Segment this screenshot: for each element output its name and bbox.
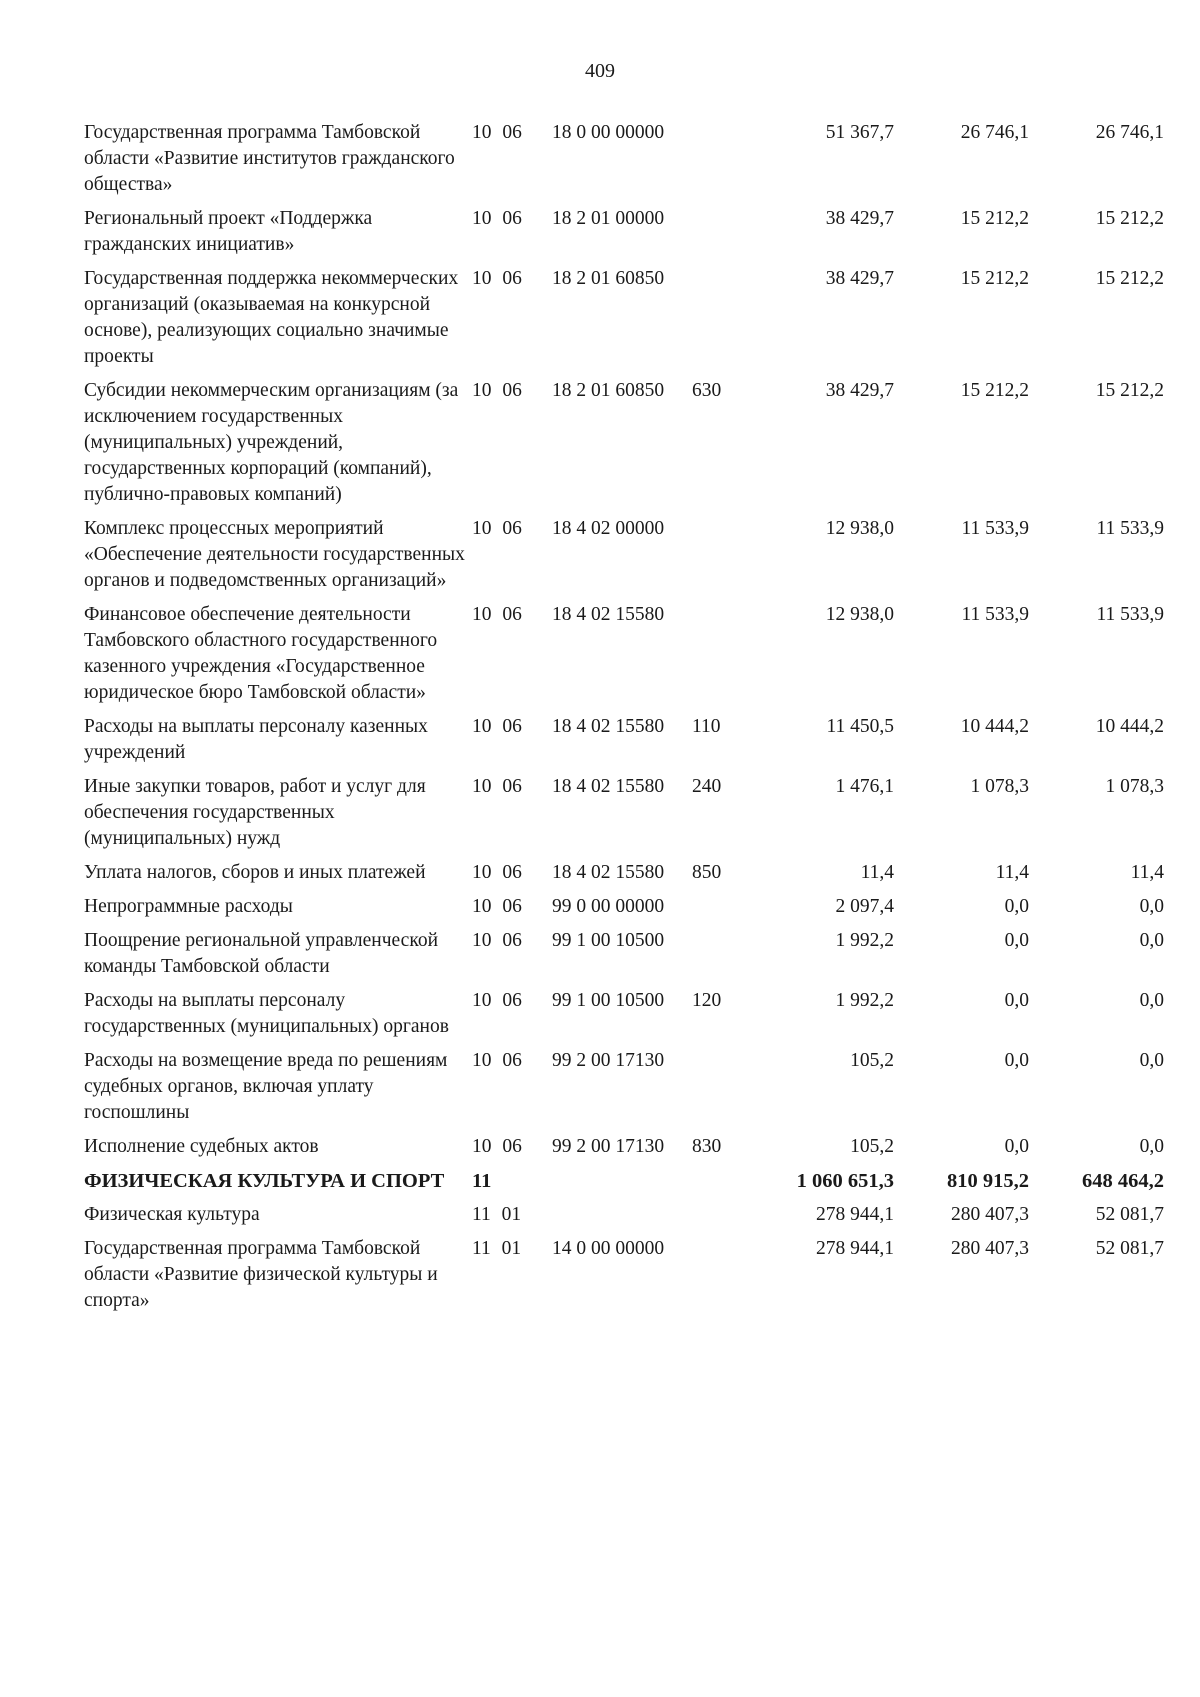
row-name: Комплекс процессных мероприятий «Обеспечение деятельности государственных органов и подведомственных организаций»	[84, 518, 465, 591]
row-value-1: 1 992,2	[835, 930, 894, 951]
row-value-2: 0,0	[1004, 896, 1029, 917]
row-value-2: 11,4	[995, 862, 1029, 883]
row-name: Государственная программа Тамбовской области «Развитие институтов гражданского общества»	[84, 122, 455, 195]
table-row	[84, 714, 1164, 766]
row-name: Государственная программа Тамбовской области «Развитие физической культуры и спорта»	[84, 1238, 438, 1311]
row-target-code: 14 0 00 00000	[552, 1238, 665, 1259]
row-value-2: 810 915,2	[947, 1170, 1029, 1192]
row-value-3: 15 212,2	[1095, 208, 1164, 229]
row-name: Физическая культура	[84, 1204, 260, 1225]
row-value-1: 51 367,7	[825, 122, 894, 143]
row-section-code: 11 01	[472, 1204, 522, 1225]
row-value-1: 1 992,2	[835, 990, 894, 1011]
row-value-3: 52 081,7	[1095, 1204, 1164, 1225]
row-section-code: 10 06	[472, 122, 522, 143]
row-value-2: 11 533,9	[961, 518, 1029, 539]
row-section-code: 10 06	[472, 776, 522, 797]
row-value-2: 0,0	[1004, 1136, 1029, 1157]
table-row	[84, 378, 1164, 508]
row-value-1: 38 429,7	[825, 268, 894, 289]
section-heading-row	[84, 1168, 1164, 1194]
row-value-3: 1 078,3	[1105, 776, 1164, 797]
row-value-1: 38 429,7	[825, 208, 894, 229]
row-value-3: 0,0	[1139, 990, 1164, 1011]
table-row	[84, 602, 1164, 706]
row-name: Расходы на выплаты персоналу казенных учреждений	[84, 716, 428, 763]
row-value-1: 278 944,1	[816, 1238, 894, 1259]
row-section-code: 10 06	[472, 1050, 522, 1071]
table-row	[84, 1236, 1164, 1314]
row-value-1: 11 450,5	[826, 716, 894, 737]
row-value-3: 11 533,9	[1096, 604, 1164, 625]
row-section-code: 10 06	[472, 930, 522, 951]
row-target-code: 99 2 00 17130	[552, 1136, 665, 1157]
row-section-code: 10 06	[472, 990, 522, 1011]
row-name: Субсидии некоммерческим организациям (за исключением государственных (муниципальных) учреждений, государственных корпораций (компаний), публично-правовых компаний)	[84, 380, 459, 505]
row-value-1: 105,2	[850, 1050, 894, 1071]
row-value-2: 0,0	[1004, 930, 1029, 951]
row-expense-kind: 240	[692, 776, 722, 797]
row-section-code: 11	[472, 1170, 492, 1192]
row-value-3: 648 464,2	[1082, 1170, 1164, 1192]
row-section-code: 10 06	[472, 380, 522, 401]
row-name: Поощрение региональной управленческой команды Тамбовской области	[84, 930, 439, 977]
row-name: Государственная поддержка некоммерческих организаций (оказываемая на конкурсной основе), реализующих социально значимые проекты	[84, 268, 459, 367]
row-value-3: 15 212,2	[1095, 380, 1164, 401]
row-name: Исполнение судебных актов	[84, 1136, 319, 1157]
row-value-2: 280 407,3	[951, 1238, 1029, 1259]
row-name: Непрограммные расходы	[84, 896, 293, 917]
row-expense-kind: 830	[692, 1136, 722, 1157]
row-name: Финансовое обеспечение деятельности Тамбовского областного государственного казенного учреждения «Государственное юридическое бюро Тамбовской области»	[84, 604, 438, 703]
row-target-code: 18 4 02 15580	[552, 716, 665, 737]
row-value-1: 278 944,1	[816, 1204, 894, 1225]
row-name: ФИЗИЧЕСКАЯ КУЛЬТУРА И СПОРТ	[84, 1170, 445, 1192]
table-row	[84, 206, 1164, 258]
row-value-2: 26 746,1	[960, 122, 1029, 143]
row-value-2: 1 078,3	[970, 776, 1029, 797]
row-value-2: 11 533,9	[961, 604, 1029, 625]
row-expense-kind: 120	[692, 990, 722, 1011]
table-row	[84, 516, 1164, 594]
row-target-code: 18 2 01 60850	[552, 380, 665, 401]
table-row	[84, 988, 1164, 1040]
row-target-code: 18 4 02 00000	[552, 518, 665, 539]
row-section-code: 10 06	[472, 896, 522, 917]
row-target-code: 18 2 01 60850	[552, 268, 665, 289]
row-section-code: 10 06	[472, 268, 522, 289]
table-row	[84, 1048, 1164, 1126]
row-section-code: 10 06	[472, 208, 522, 229]
budget-table	[84, 120, 1164, 1322]
row-value-1: 12 938,0	[825, 518, 894, 539]
page-number: 409	[585, 60, 615, 82]
row-value-2: 280 407,3	[951, 1204, 1029, 1225]
row-target-code: 18 4 02 15580	[552, 776, 665, 797]
row-value-2: 15 212,2	[960, 208, 1029, 229]
row-section-code: 10 06	[472, 518, 522, 539]
row-value-3: 26 746,1	[1095, 122, 1164, 143]
row-name: Расходы на выплаты персоналу государственных (муниципальных) органов	[84, 990, 449, 1037]
row-value-2: 10 444,2	[960, 716, 1029, 737]
table-row	[84, 120, 1164, 198]
row-value-1: 11,4	[860, 862, 894, 883]
table-row	[84, 1134, 1164, 1160]
row-expense-kind: 850	[692, 862, 722, 883]
row-value-3: 0,0	[1139, 1136, 1164, 1157]
row-target-code: 18 2 01 00000	[552, 208, 665, 229]
row-target-code: 99 0 00 00000	[552, 896, 665, 917]
table-row	[84, 928, 1164, 980]
table-row	[84, 1202, 1164, 1228]
row-value-1: 12 938,0	[825, 604, 894, 625]
row-target-code: 99 2 00 17130	[552, 1050, 665, 1071]
row-value-1: 105,2	[850, 1136, 894, 1157]
row-value-1: 38 429,7	[825, 380, 894, 401]
row-value-3: 0,0	[1139, 896, 1164, 917]
row-target-code: 99 1 00 10500	[552, 990, 665, 1011]
row-expense-kind: 110	[692, 716, 721, 737]
row-value-3: 15 212,2	[1095, 268, 1164, 289]
row-expense-kind: 630	[692, 380, 722, 401]
row-value-3: 10 444,2	[1095, 716, 1164, 737]
row-name: Региональный проект «Поддержка гражданских инициатив»	[84, 208, 373, 255]
row-target-code: 18 0 00 00000	[552, 122, 665, 143]
row-section-code: 10 06	[472, 604, 522, 625]
row-value-3: 0,0	[1139, 930, 1164, 951]
row-value-2: 0,0	[1004, 1050, 1029, 1071]
row-value-3: 52 081,7	[1095, 1238, 1164, 1259]
row-section-code: 10 06	[472, 1136, 522, 1157]
row-section-code: 11 01	[472, 1238, 522, 1259]
row-value-3: 11 533,9	[1096, 518, 1164, 539]
row-name: Иные закупки товаров, работ и услуг для обеспечения государственных (муниципальных) нужд	[84, 776, 426, 849]
row-target-code: 18 4 02 15580	[552, 862, 665, 883]
row-value-1: 1 476,1	[835, 776, 894, 797]
row-value-3: 11,4	[1130, 862, 1164, 883]
row-value-1: 2 097,4	[835, 896, 894, 917]
row-value-1: 1 060 651,3	[796, 1170, 894, 1192]
row-value-2: 15 212,2	[960, 380, 1029, 401]
row-target-code: 18 4 02 15580	[552, 604, 665, 625]
row-target-code: 99 1 00 10500	[552, 930, 665, 951]
table-row	[84, 774, 1164, 852]
row-name: Расходы на возмещение вреда по решениям судебных органов, включая уплату госпошлины	[84, 1050, 448, 1123]
row-name: Уплата налогов, сборов и иных платежей	[84, 862, 426, 883]
table-row	[84, 860, 1164, 886]
row-value-2: 0,0	[1004, 990, 1029, 1011]
table-row	[84, 894, 1164, 920]
row-value-2: 15 212,2	[960, 268, 1029, 289]
row-value-3: 0,0	[1139, 1050, 1164, 1071]
row-section-code: 10 06	[472, 862, 522, 883]
row-section-code: 10 06	[472, 716, 522, 737]
table-row	[84, 266, 1164, 370]
